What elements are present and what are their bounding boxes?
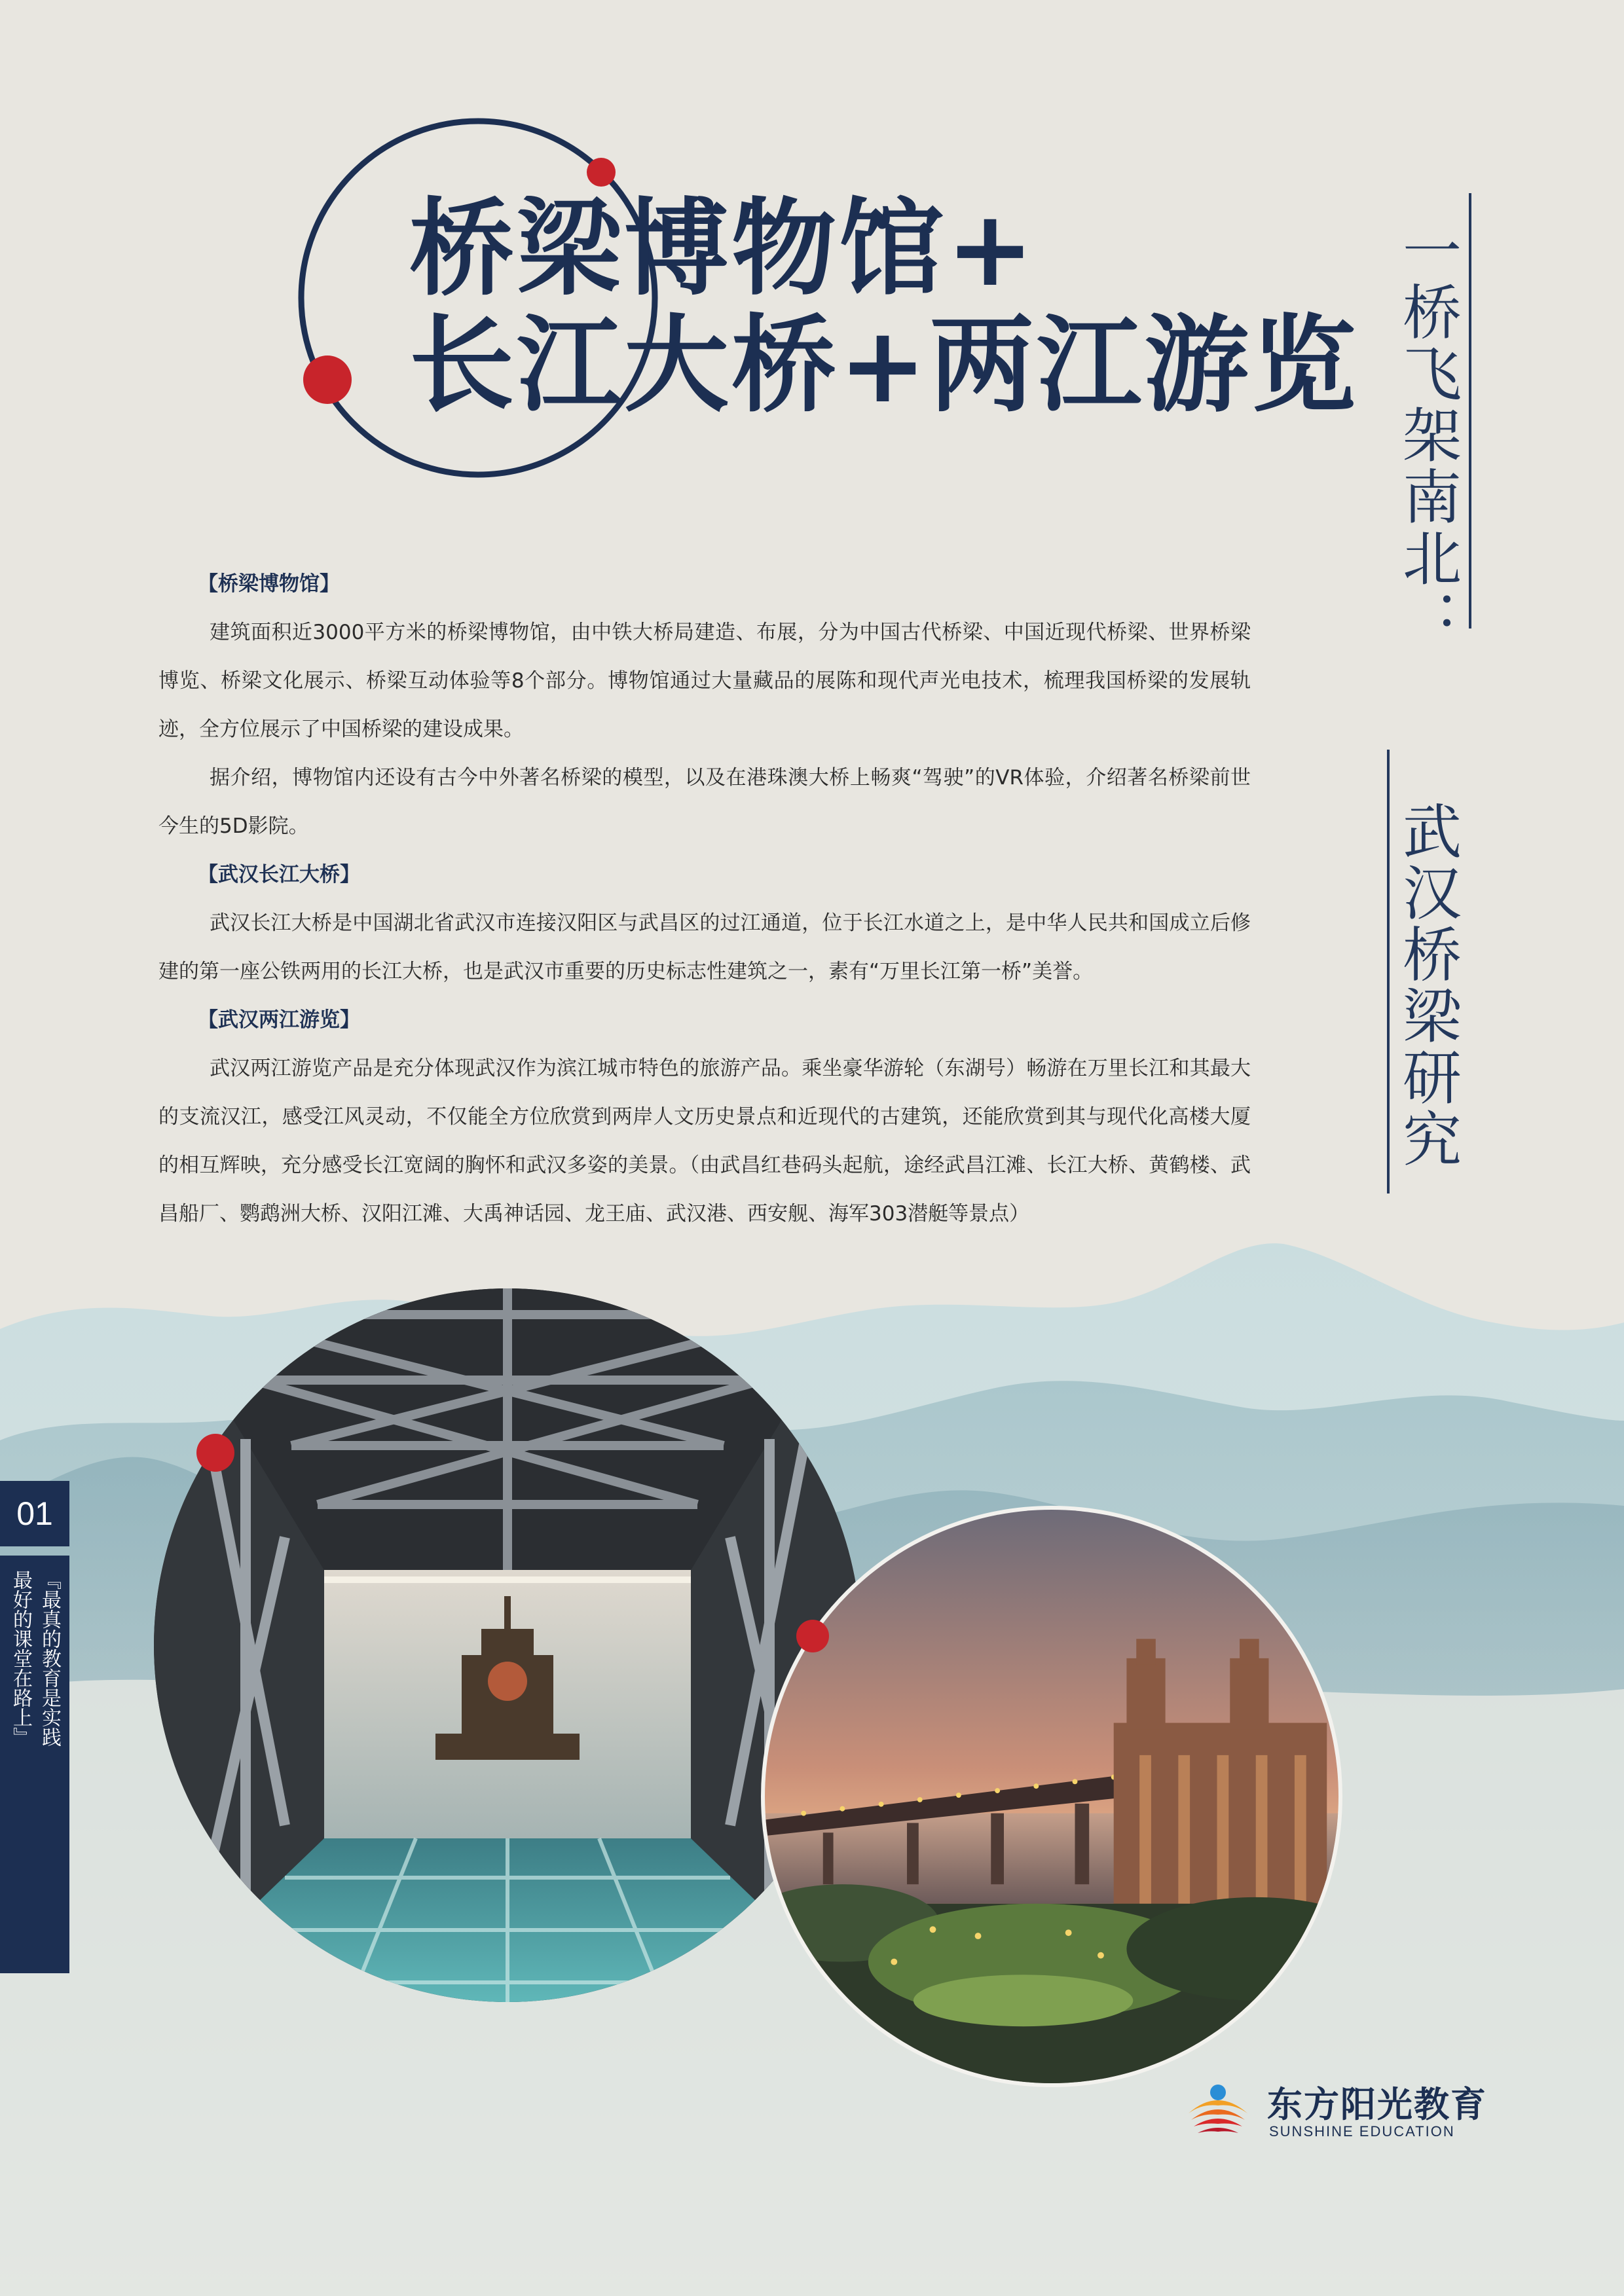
slogan-line-1: 『最真的教育是实践 <box>38 1570 61 1747</box>
title-ring-dot-large <box>303 355 352 404</box>
side-title-line-2: 武汉桥梁研究 <box>1392 801 1461 1170</box>
paragraph-cruise-1: 武汉两江游览产品是充分体现武汉作为滨江城市特色的旅游产品。乘坐豪华游轮（东湖号）畅游在万里长江和其最大的支流汉江，感受江风灵动，不仅能全方位欣赏到两岸人文历史景点和近现代的古建筑，还能欣赏到其与现代化高楼大厦的相互辉映，充分感受长江宽阔的胸怀和武汉多姿的美景。（由武昌红巷码头起航，途经武昌江滩、长江大桥、黄鹤楼、武昌船厂、鹦鹉洲大桥、汉阳江滩、大禹神话园、龙王庙、武汉港、西安舰、海军303潜艇等景点） <box>158 1057 1251 1226</box>
page-title-line-1: 桥梁博物馆+ <box>409 187 1037 310</box>
article-body <box>158 560 1251 1238</box>
paragraph-museum-2: 据介绍，博物馆内还设有古今中外著名桥梁的模型，以及在港珠澳大桥上畅爽“驾驶”的VR体验，介绍著名桥梁前世今生的5D影院。 <box>158 766 1251 838</box>
slogan-line-2: 最好的课堂在路上』 <box>9 1570 32 1747</box>
title-ring-dot-small <box>587 158 616 187</box>
paragraph-museum-1: 建筑面积近3000平方米的桥梁博物馆，由中铁大桥局建造、布展，分为中国古代桥梁、中国近现代桥梁、世界桥梁博览、桥梁文化展示、桥梁互动体验等8个部分。博物馆通过大量藏品的展陈和现代声光电技术，梳理我国桥梁的发展轨迹，全方位展示了中国桥梁的建设成果。 <box>158 621 1251 741</box>
section-heading-bridge: 【武汉长江大桥】 <box>198 863 360 886</box>
section-heading-cruise: 【武汉两江游览】 <box>198 1008 360 1032</box>
slogan-box <box>0 1556 69 1973</box>
yangtze-bridge-photo <box>761 1506 1342 2087</box>
section-heading-museum: 【桥梁博物馆】 <box>198 572 340 596</box>
paragraph-bridge-1: 武汉长江大桥是中国湖北省武汉市连接汉阳区与武昌区的过江通道，位于长江水道之上，是中华人民共和国成立后修建的第一座公铁两用的长江大桥，也是武汉市重要的历史标志性建筑之一，素有“万里长江第一桥”美誉。 <box>158 911 1251 983</box>
side-title-line-1: 一桥飞架南北： <box>1392 220 1461 651</box>
page-number: 01 <box>0 1481 69 1546</box>
page-title-line-2: 长江大桥+两江游览 <box>409 304 1359 426</box>
logo-chinese-name: 东方阳光教育 <box>1267 2084 1487 2125</box>
museum-photo-dot <box>196 1434 234 1472</box>
side-title-rule-1 <box>1469 193 1471 629</box>
logo-english-name: SUNSHINE EDUCATION <box>1269 2123 1455 2140</box>
sunshine-logo-icon <box>1182 2074 1254 2146</box>
bridge-museum-photo <box>154 1288 861 2002</box>
bridge-photo-dot <box>796 1620 829 1652</box>
